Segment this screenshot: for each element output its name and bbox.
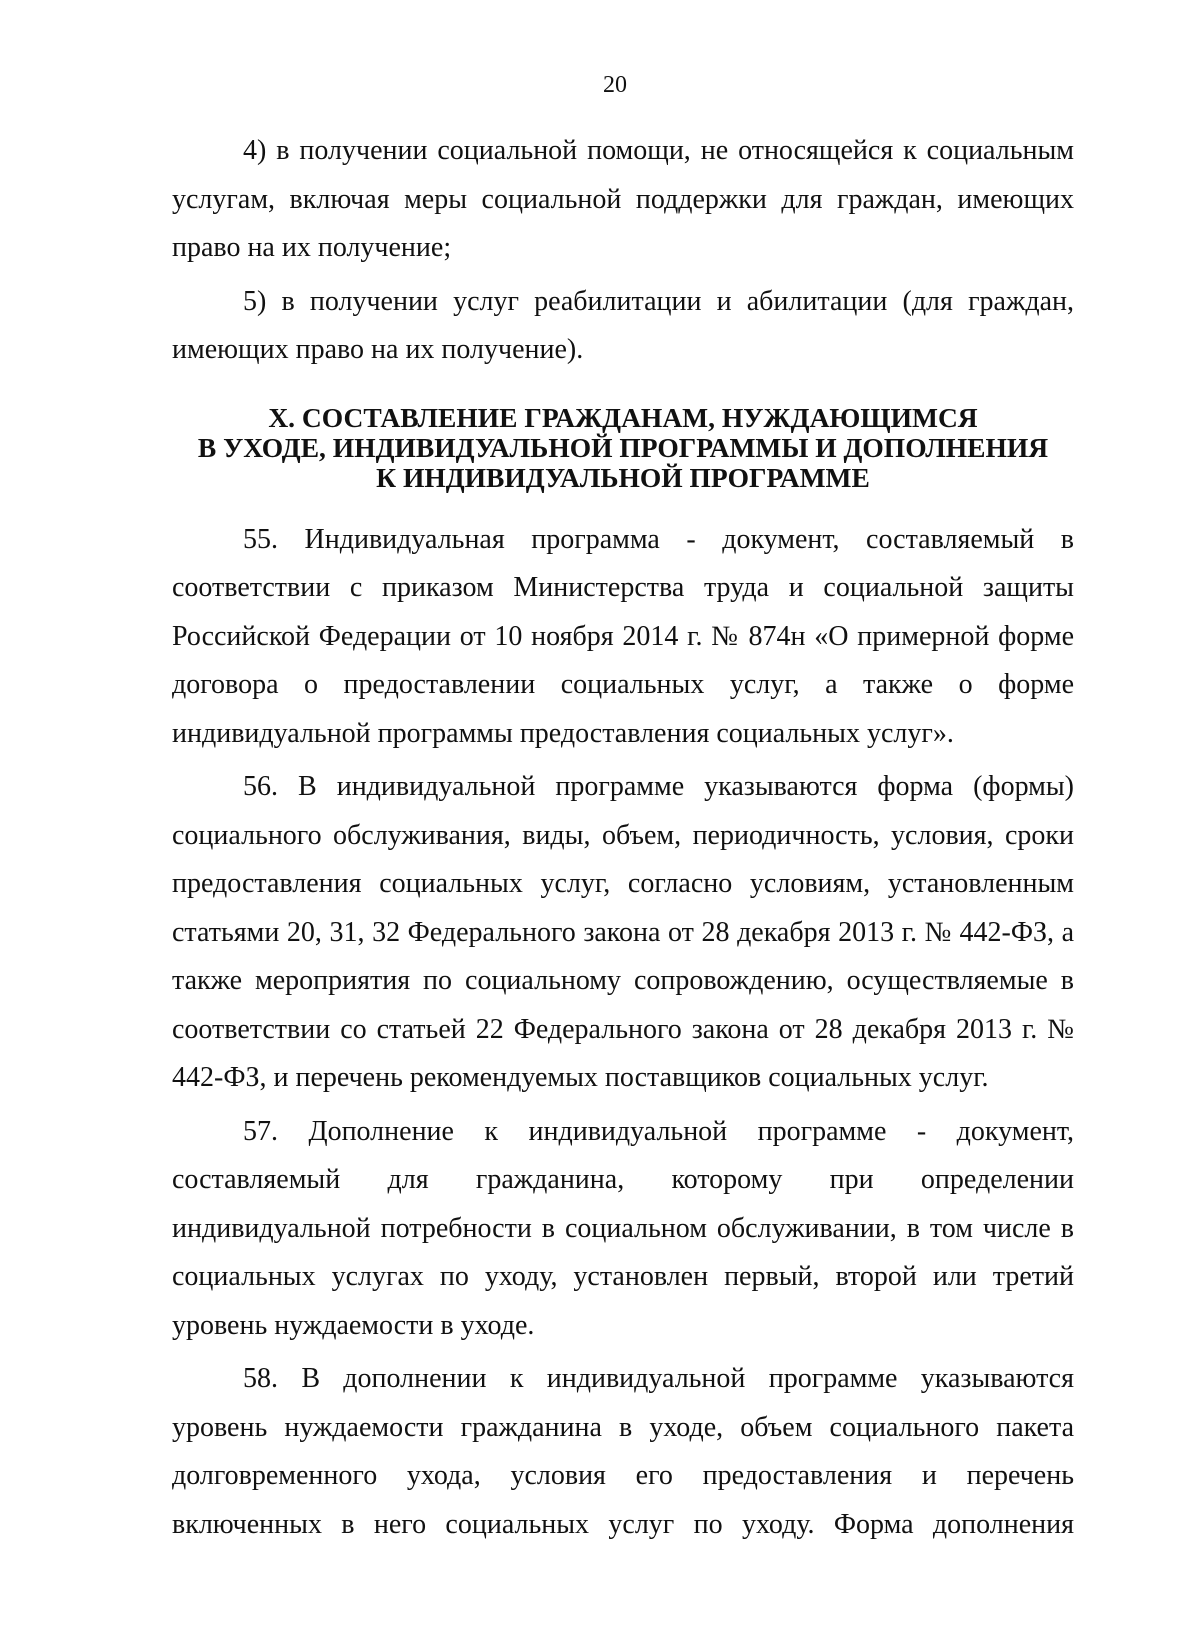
section-heading-line: X. СОСТАВЛЕНИЕ ГРАЖДАНАМ, НУЖДАЮЩИМСЯ [268, 401, 978, 433]
paragraph-item-4: 4) в получении социальной помощи, не относящейся к социальным услугам, включая меры социальной поддержки для граждан, имеющих право на их получение; [172, 135, 1074, 263]
paragraph-56: 56. В индивидуальной программе указываются форма (формы) социального обслуживания, виды, объем, периодичность, условия, сроки предоставления социальных услуг, согласно условиям, установленным статьями 20, 31, 32 Федерального закона от 28 декабря 2013 г. № 442-ФЗ, а также мероприятия по социальному сопровождению, осуществляемые в соответствии со статьей 22 Федерального закона от 28 декабря 2013 г. № 442-ФЗ, и перечень рекомендуемых поставщиков социальных услуг. [172, 771, 1074, 1093]
section-heading-line: В УХОДЕ, ИНДИВИДУАЛЬНОЙ ПРОГРАММЫ И ДОПОЛНЕНИЯ [197, 431, 1049, 463]
paragraph-57: 57. Дополнение к индивидуальной программе - документ, составляемый для гражданина, которому при определении индивидуальной потребности в социальном обслуживании, в том числе в социальных услугах по уходу, установлен первый, второй или третий уровень нуждаемости в уходе. [172, 1115, 1074, 1341]
paragraph-item-5: 5) в получении услуг реабилитации и абилитации (для граждан, имеющих право на их получение). [172, 285, 1074, 365]
paragraph-58: 58. В дополнении к индивидуальной программе указываются уровень нуждаемости гражданина в уходе, объем социального пакета долговременного ухода, условия его предоставления и перечень включенных в него социальных услуг по уходу. Форма дополнения [172, 1363, 1074, 1540]
page-number: 20 [603, 72, 627, 98]
paragraph-55: 55. Индивидуальная программа - документ, составляемый в соответствии с приказом Министерства труда и социальной защиты Российской Федерации от 10 ноября 2014 г. № 874н «О примерной форме договора о предоставлении социальных услуг, а также о форме индивидуальной программы предоставления социальных услуг». [172, 523, 1074, 749]
page-content [172, 127, 1074, 1549]
section-heading-line: К ИНДИВИДУАЛЬНОЙ ПРОГРАММЕ [376, 461, 870, 493]
section-heading [172, 403, 1074, 493]
